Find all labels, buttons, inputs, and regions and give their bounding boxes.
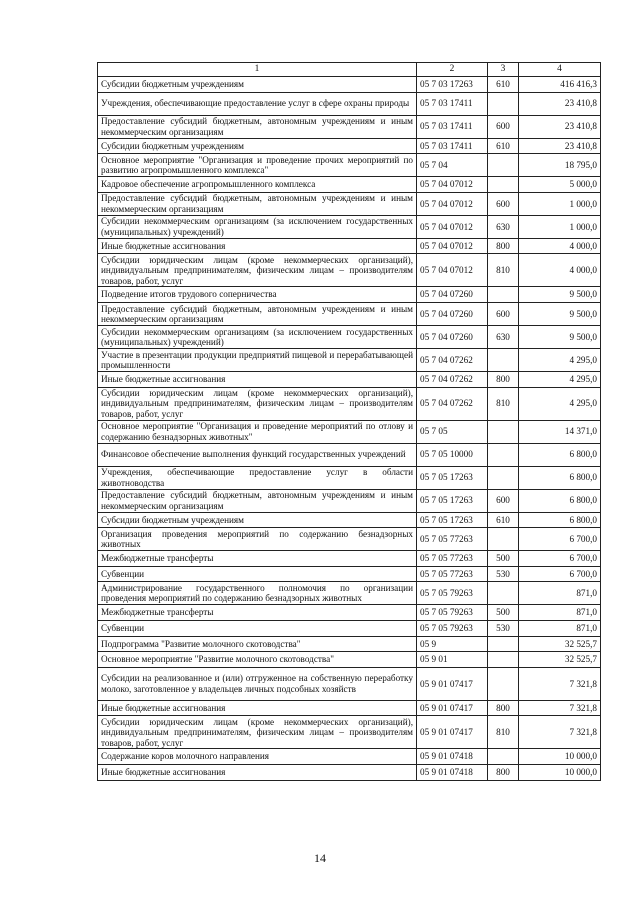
- row-amount-cell: 7 321,8: [519, 700, 601, 716]
- column-header-amount: 4: [519, 63, 601, 77]
- row-code-cell: 05 7 04 07262: [417, 371, 488, 387]
- row-code-cell: 05 7 04: [417, 154, 488, 177]
- row-code-cell: 05 7 04 07012: [417, 238, 488, 254]
- row-code-cell: 05 7 05 77263: [417, 528, 488, 551]
- row-name-cell: Основное мероприятие "Развитие молочного скотоводства": [98, 652, 417, 668]
- row-amount-cell: 23 410,8: [519, 115, 601, 138]
- row-name-cell: Иные бюджетные ассигнования: [98, 700, 417, 716]
- row-expense-type-cell: 530: [488, 566, 519, 582]
- row-code-cell: 05 9: [417, 636, 488, 652]
- row-amount-cell: 6 700,0: [519, 528, 601, 551]
- row-name-cell: Субвенции: [98, 566, 417, 582]
- row-name-cell: Учреждения, обеспечивающие предоставление услуг в области животноводства: [98, 466, 417, 489]
- row-code-cell: 05 9 01 07417: [417, 700, 488, 716]
- row-amount-cell: 871,0: [519, 620, 601, 636]
- row-code-cell: 05 7 04 07012: [417, 254, 488, 287]
- row-code-cell: 05 7 05 79263: [417, 605, 488, 621]
- table-row: [98, 620, 601, 636]
- table-row: [98, 466, 601, 489]
- row-expense-type-cell: [488, 420, 519, 443]
- table-row: [98, 302, 601, 325]
- table-row: [98, 115, 601, 138]
- row-amount-cell: 1 000,0: [519, 192, 601, 215]
- row-expense-type-cell: 810: [488, 387, 519, 420]
- row-name-cell: Участие в презентации продукции предприятий пищевой и перерабатывающей промышленности: [98, 348, 417, 371]
- row-amount-cell: 6 700,0: [519, 566, 601, 582]
- row-amount-cell: 6 700,0: [519, 551, 601, 567]
- document-page: [97, 62, 600, 781]
- table-row: [98, 636, 601, 652]
- row-expense-type-cell: 610: [488, 512, 519, 528]
- row-name-cell: Подведение итогов трудового соперничества: [98, 287, 417, 303]
- row-code-cell: 05 9 01 07418: [417, 749, 488, 765]
- row-expense-type-cell: 600: [488, 302, 519, 325]
- row-code-cell: 05 7 04 07012: [417, 192, 488, 215]
- table-row: [98, 652, 601, 668]
- table-row: [98, 215, 601, 238]
- table-row: [98, 92, 601, 115]
- table-row: [98, 749, 601, 765]
- table-row: [98, 582, 601, 605]
- table-row: [98, 287, 601, 303]
- row-code-cell: 05 7 05 17263: [417, 489, 488, 512]
- row-expense-type-cell: 630: [488, 325, 519, 348]
- row-expense-type-cell: 810: [488, 716, 519, 749]
- row-name-cell: Межбюджетные трансферты: [98, 551, 417, 567]
- row-name-cell: Субсидии бюджетным учреждениям: [98, 512, 417, 528]
- row-name-cell: Кадровое обеспечение агропромышленного комплекса: [98, 177, 417, 193]
- row-expense-type-cell: 800: [488, 764, 519, 780]
- table-row: [98, 489, 601, 512]
- row-expense-type-cell: 810: [488, 254, 519, 287]
- row-amount-cell: 10 000,0: [519, 749, 601, 765]
- row-amount-cell: 9 500,0: [519, 325, 601, 348]
- row-code-cell: 05 7 05 17263: [417, 512, 488, 528]
- row-name-cell: Субсидии юридическим лицам (кроме некоммерческих организаций), индивидуальным предпринимателям, физическим лицам – производителям товаров, работ, услуг: [98, 387, 417, 420]
- table-row: [98, 238, 601, 254]
- row-expense-type-cell: 600: [488, 489, 519, 512]
- row-expense-type-cell: [488, 92, 519, 115]
- row-expense-type-cell: [488, 287, 519, 303]
- row-amount-cell: 871,0: [519, 582, 601, 605]
- row-amount-cell: 6 800,0: [519, 512, 601, 528]
- row-amount-cell: 14 371,0: [519, 420, 601, 443]
- page-number: 14: [314, 851, 326, 865]
- row-amount-cell: 32 525,7: [519, 636, 601, 652]
- table-row: [98, 700, 601, 716]
- row-expense-type-cell: 500: [488, 551, 519, 567]
- row-code-cell: 05 7 04 07260: [417, 287, 488, 303]
- row-code-cell: 05 7 05 77263: [417, 551, 488, 567]
- row-expense-type-cell: [488, 636, 519, 652]
- row-amount-cell: 416 416,3: [519, 77, 601, 93]
- row-expense-type-cell: [488, 348, 519, 371]
- table-row: [98, 387, 601, 420]
- row-code-cell: 05 7 05: [417, 420, 488, 443]
- row-name-cell: Организация проведения мероприятий по содержанию безнадзорных животных: [98, 528, 417, 551]
- table-row: [98, 551, 601, 567]
- table-row: [98, 192, 601, 215]
- row-code-cell: 05 7 03 17411: [417, 115, 488, 138]
- row-expense-type-cell: 800: [488, 371, 519, 387]
- row-amount-cell: 10 000,0: [519, 764, 601, 780]
- row-name-cell: Субсидии бюджетным учреждениям: [98, 138, 417, 154]
- row-expense-type-cell: [488, 466, 519, 489]
- row-code-cell: 05 7 05 79263: [417, 620, 488, 636]
- row-code-cell: 05 9 01 07418: [417, 764, 488, 780]
- row-amount-cell: 4 000,0: [519, 238, 601, 254]
- row-name-cell: Администрирование государственного полномочия по организации проведения мероприятий по содержанию безнадзорных животных: [98, 582, 417, 605]
- row-name-cell: Предоставление субсидий бюджетным, автономным учреждениям и иным некоммерческим организациям: [98, 489, 417, 512]
- row-amount-cell: 4 295,0: [519, 371, 601, 387]
- row-amount-cell: 4 000,0: [519, 254, 601, 287]
- row-code-cell: 05 7 04 07012: [417, 215, 488, 238]
- table-row: [98, 764, 601, 780]
- row-code-cell: 05 7 03 17263: [417, 77, 488, 93]
- column-header-expense-type: 3: [488, 63, 519, 77]
- row-code-cell: 05 7 04 07262: [417, 387, 488, 420]
- row-amount-cell: 871,0: [519, 605, 601, 621]
- row-expense-type-cell: [488, 528, 519, 551]
- table-row: [98, 512, 601, 528]
- row-name-cell: Содержание коров молочного направления: [98, 749, 417, 765]
- table-row: [98, 716, 601, 749]
- row-amount-cell: 7 321,8: [519, 667, 601, 700]
- row-code-cell: 05 9 01: [417, 652, 488, 668]
- row-name-cell: Межбюджетные трансферты: [98, 605, 417, 621]
- row-expense-type-cell: 800: [488, 700, 519, 716]
- row-amount-cell: 23 410,8: [519, 92, 601, 115]
- table-row: [98, 371, 601, 387]
- table-header-row: [98, 63, 601, 77]
- table-row: [98, 154, 601, 177]
- row-expense-type-cell: [488, 582, 519, 605]
- row-expense-type-cell: [488, 749, 519, 765]
- column-header-name: 1: [98, 63, 417, 77]
- row-code-cell: 05 7 05 10000: [417, 443, 488, 466]
- table-row: [98, 420, 601, 443]
- row-amount-cell: 1 000,0: [519, 215, 601, 238]
- row-expense-type-cell: 630: [488, 215, 519, 238]
- row-name-cell: Иные бюджетные ассигнования: [98, 764, 417, 780]
- row-amount-cell: 23 410,8: [519, 138, 601, 154]
- row-code-cell: 05 9 01 07417: [417, 667, 488, 700]
- table-row: [98, 77, 601, 93]
- row-expense-type-cell: [488, 652, 519, 668]
- row-name-cell: Субсидии некоммерческим организациям (за исключением государственных (муниципальных) учреждений): [98, 215, 417, 238]
- row-name-cell: Субсидии бюджетным учреждениям: [98, 77, 417, 93]
- row-expense-type-cell: [488, 177, 519, 193]
- row-code-cell: 05 7 05 77263: [417, 566, 488, 582]
- row-code-cell: 05 7 05 17263: [417, 466, 488, 489]
- row-expense-type-cell: 600: [488, 192, 519, 215]
- row-name-cell: Иные бюджетные ассигнования: [98, 371, 417, 387]
- row-expense-type-cell: [488, 154, 519, 177]
- row-name-cell: Основное мероприятие "Организация и проведение прочих мероприятий по развитию агропромышленного комплекса": [98, 154, 417, 177]
- row-amount-cell: 4 295,0: [519, 387, 601, 420]
- row-expense-type-cell: [488, 443, 519, 466]
- row-name-cell: Предоставление субсидий бюджетным, автономным учреждениям и иным некоммерческим организациям: [98, 302, 417, 325]
- row-expense-type-cell: 800: [488, 238, 519, 254]
- table-body: [98, 77, 601, 781]
- row-expense-type-cell: 500: [488, 605, 519, 621]
- row-expense-type-cell: 610: [488, 138, 519, 154]
- row-name-cell: Финансовое обеспечение выполнения функций государственных учреждений: [98, 443, 417, 466]
- row-name-cell: Иные бюджетные ассигнования: [98, 238, 417, 254]
- row-amount-cell: 32 525,7: [519, 652, 601, 668]
- row-code-cell: 05 7 04 07012: [417, 177, 488, 193]
- table-row: [98, 528, 601, 551]
- row-code-cell: 05 7 03 17411: [417, 138, 488, 154]
- row-code-cell: 05 7 03 17411: [417, 92, 488, 115]
- row-name-cell: Субсидии некоммерческим организациям (за исключением государственных (муниципальных) учреждений): [98, 325, 417, 348]
- table-row: [98, 254, 601, 287]
- table-row: [98, 177, 601, 193]
- table-row: [98, 667, 601, 700]
- table-row: [98, 138, 601, 154]
- row-code-cell: 05 7 04 07260: [417, 325, 488, 348]
- row-expense-type-cell: [488, 667, 519, 700]
- row-amount-cell: 5 000,0: [519, 177, 601, 193]
- row-amount-cell: 9 500,0: [519, 302, 601, 325]
- row-code-cell: 05 7 04 07260: [417, 302, 488, 325]
- row-name-cell: Подпрограмма "Развитие молочного скотоводства": [98, 636, 417, 652]
- row-amount-cell: 6 800,0: [519, 443, 601, 466]
- row-name-cell: Субсидии юридическим лицам (кроме некоммерческих организаций), индивидуальным предпринимателям, физическим лицам – производителям товаров, работ, услуг: [98, 716, 417, 749]
- table-row: [98, 325, 601, 348]
- row-name-cell: Субсидии юридическим лицам (кроме некоммерческих организаций), индивидуальным предпринимателям, физическим лицам – производителям товаров, работ, услуг: [98, 254, 417, 287]
- row-code-cell: 05 9 01 07417: [417, 716, 488, 749]
- row-amount-cell: 7 321,8: [519, 716, 601, 749]
- budget-table: [97, 62, 601, 781]
- row-amount-cell: 6 800,0: [519, 466, 601, 489]
- row-expense-type-cell: 600: [488, 115, 519, 138]
- table-row: [98, 605, 601, 621]
- row-name-cell: Субвенции: [98, 620, 417, 636]
- row-code-cell: 05 7 05 79263: [417, 582, 488, 605]
- row-code-cell: 05 7 04 07262: [417, 348, 488, 371]
- row-expense-type-cell: 610: [488, 77, 519, 93]
- row-amount-cell: 6 800,0: [519, 489, 601, 512]
- row-name-cell: Предоставление субсидий бюджетным, автономным учреждениям и иным некоммерческим организациям: [98, 192, 417, 215]
- row-expense-type-cell: 530: [488, 620, 519, 636]
- row-name-cell: Субсидии на реализованное и (или) отгруженное на собственную переработку молоко, заготовленное у владельцев личных подсобных хозяйств: [98, 667, 417, 700]
- column-header-code: 2: [417, 63, 488, 77]
- table-row: [98, 566, 601, 582]
- table-row: [98, 443, 601, 466]
- row-name-cell: Предоставление субсидий бюджетным, автономным учреждениям и иным некоммерческим организациям: [98, 115, 417, 138]
- row-amount-cell: 4 295,0: [519, 348, 601, 371]
- row-amount-cell: 9 500,0: [519, 287, 601, 303]
- row-name-cell: Учреждения, обеспечивающие предоставление услуг в сфере охраны природы: [98, 92, 417, 115]
- row-name-cell: Основное мероприятие "Организация и проведение мероприятий по отлову и содержанию безнадзорных животных": [98, 420, 417, 443]
- table-row: [98, 348, 601, 371]
- row-amount-cell: 18 795,0: [519, 154, 601, 177]
